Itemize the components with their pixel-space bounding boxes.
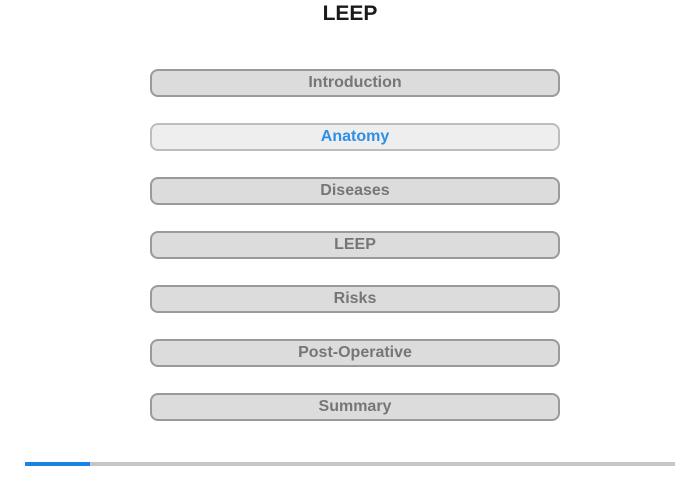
menu-item-anatomy[interactable]: Anatomy: [150, 123, 560, 151]
menu-item-summary[interactable]: Summary: [150, 393, 560, 421]
menu-item-post-operative[interactable]: Post-Operative: [150, 339, 560, 367]
menu-item-diseases[interactable]: Diseases: [150, 177, 560, 205]
progress-bar: [25, 462, 675, 466]
chapter-menu: [150, 69, 560, 447]
menu-item-introduction[interactable]: Introduction: [150, 69, 560, 97]
page-title: LEEP: [322, 2, 378, 25]
menu-item-leep[interactable]: LEEP: [150, 231, 560, 259]
progress-bar-fill: [25, 462, 90, 466]
menu-item-risks[interactable]: Risks: [150, 285, 560, 313]
